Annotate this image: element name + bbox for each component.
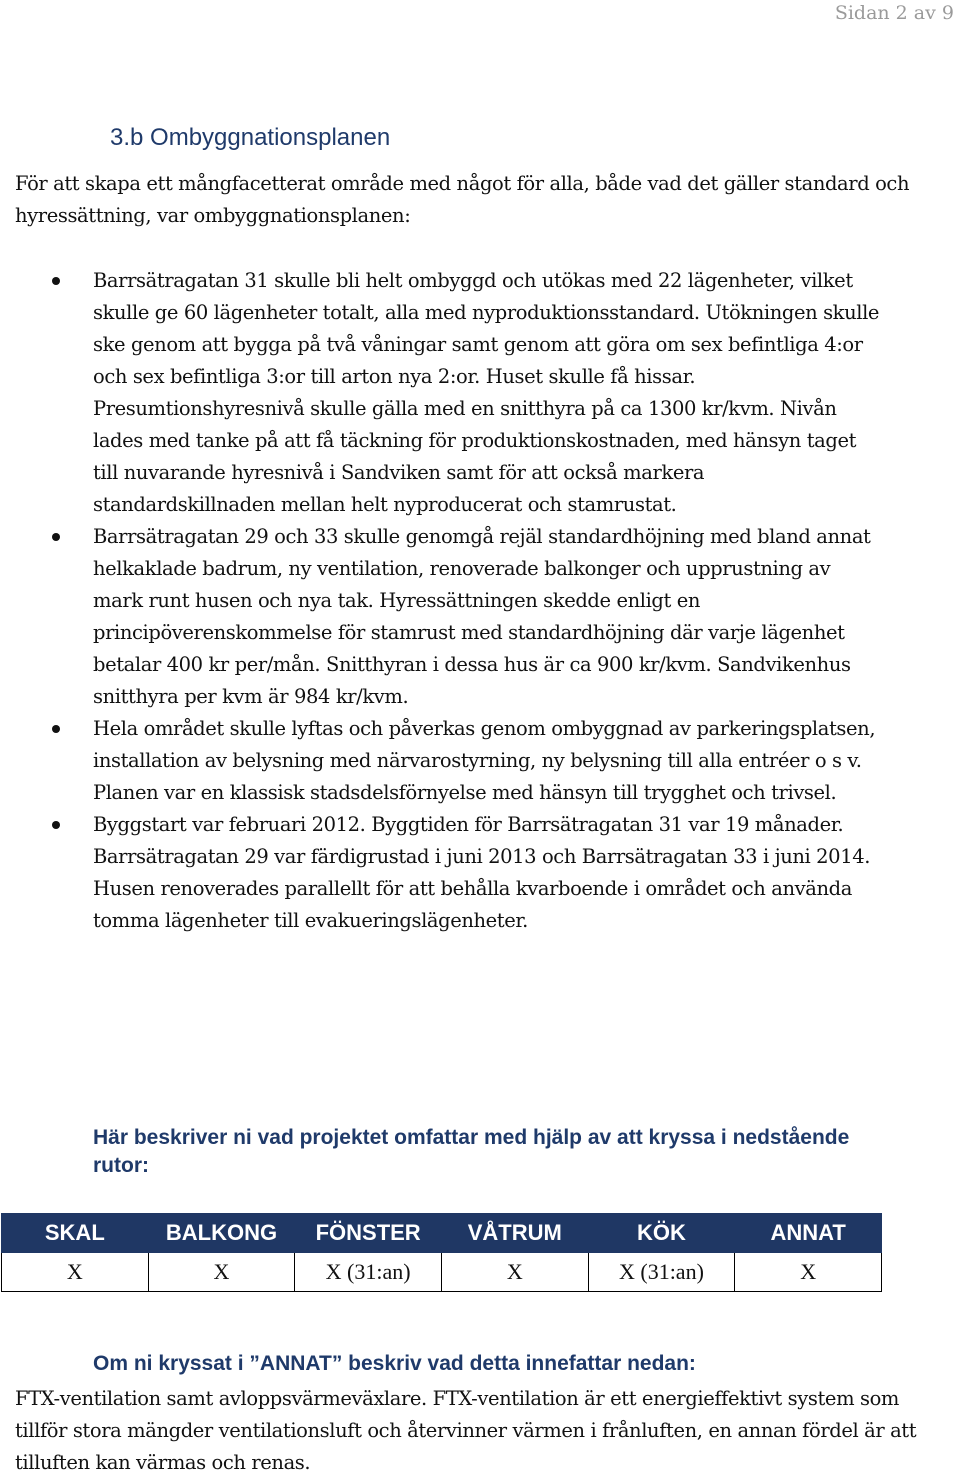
- cell-skal: X: [2, 1253, 149, 1292]
- list-item-text: Barrsätragatan 31 skulle bli helt ombyggd och utökas med 22 lägenheter, vilket skulle ge 60 lägenheter totalt, alla med nyproduktionsstandard. Utökningen skulle ske genom att bygga på två våningar samt genom att göra om sex befintliga 4:or och sex befintliga 3:or till arton nya 2:or. Huset skulle få hissar. Presumtionshyresnivå skulle gälla med en snitthyra på ca 1300 kr/kvm. Nivån lades med tanke på att få täckning för produktionskostnaden, med hänsyn taget till nuvarande hyresnivå i Sandviken samt för att också markera standardskillnaden mellan helt nyproducerat och stamrustat.: [93, 269, 880, 516]
- list-item: [0, 521, 883, 713]
- intro-paragraph: För att skapa ett mångfacetterat område med något för alla, både vad det gäller standard och hyressättning, var ombyggnationsplanen:: [15, 172, 910, 227]
- column-header-vatrum: VÅTRUM: [441, 1214, 588, 1253]
- list-item-text: Byggstart var februari 2012. Byggtiden för Barrsätragatan 31 var 19 månader. Barrsätragatan 29 var färdigrustad i juni 2013 och Barrsätragatan 33 i juni 2014. Husen renoverades parallellt för att behålla kvarboende i området och använda tomma lägenheter till evakueringslägenheter.: [93, 813, 871, 932]
- column-header-skal: SKAL: [2, 1214, 149, 1253]
- cell-kok: X (31:an): [588, 1253, 735, 1292]
- section-heading: 3.b Ombyggnationsplanen: [110, 124, 391, 151]
- table-header-row: [2, 1214, 882, 1253]
- other-heading: Om ni kryssat i ”ANNAT” beskriv vad detta innefattar nedan:: [93, 1352, 696, 1375]
- project-scope-table: [1, 1213, 882, 1292]
- column-header-fonster: FÖNSTER: [295, 1214, 442, 1253]
- page-number: Sidan 2 av 9: [834, 2, 954, 24]
- bullet-icon: [52, 533, 60, 541]
- cell-fonster: X (31:an): [295, 1253, 442, 1292]
- bullet-icon: [52, 725, 60, 733]
- column-header-kok: KÖK: [588, 1214, 735, 1253]
- cell-balkong: X: [148, 1253, 295, 1292]
- column-header-annat: ANNAT: [735, 1214, 882, 1253]
- cell-annat: X: [735, 1253, 882, 1292]
- table-row: [2, 1253, 882, 1292]
- list-item: [0, 809, 883, 937]
- list-item-text: Barrsätragatan 29 och 33 skulle genomgå rejäl standardhöjning med bland annat helkaklade badrum, ny ventilation, renoverade balkonger och upprustning av mark runt husen och nya tak. Hyressättningen skedde enligt en principöverenskommelse för stamrust med standardhöjning där varje lägenhet betalar 400 kr per/mån. Snitthyran i dessa hus är ca 900 kr/kvm. Sandvikenhus snitthyra per kvm är 984 kr/kvm.: [93, 525, 871, 708]
- list-item: [0, 713, 883, 809]
- list-item-text: Hela området skulle lyftas och påverkas genom ombyggnad av parkeringsplatsen, installation av belysning med närvarostyrning, ny belysning till alla entréer o s v. Planen var en klassisk stadsdelsförnyelse med hänsyn till trygghet och trivsel.: [93, 717, 876, 804]
- bullet-icon: [52, 821, 60, 829]
- cell-vatrum: X: [441, 1253, 588, 1292]
- checklist-instruction: Här beskriver ni vad projektet omfattar med hjälp av att kryssa i nedstående rutor:: [93, 1126, 850, 1177]
- other-description: FTX-ventilation samt avloppsvärmeväxlare. FTX-ventilation är ett energieffektivt system som tillför stora mängder ventilationsluft och återvinner värmen i frånluften, en annan fördel är att tilluften kan värmas och renas.: [15, 1387, 917, 1474]
- list-item: [0, 265, 883, 521]
- bullet-icon: [52, 277, 60, 285]
- bullet-list: [0, 265, 960, 937]
- column-header-balkong: BALKONG: [148, 1214, 295, 1253]
